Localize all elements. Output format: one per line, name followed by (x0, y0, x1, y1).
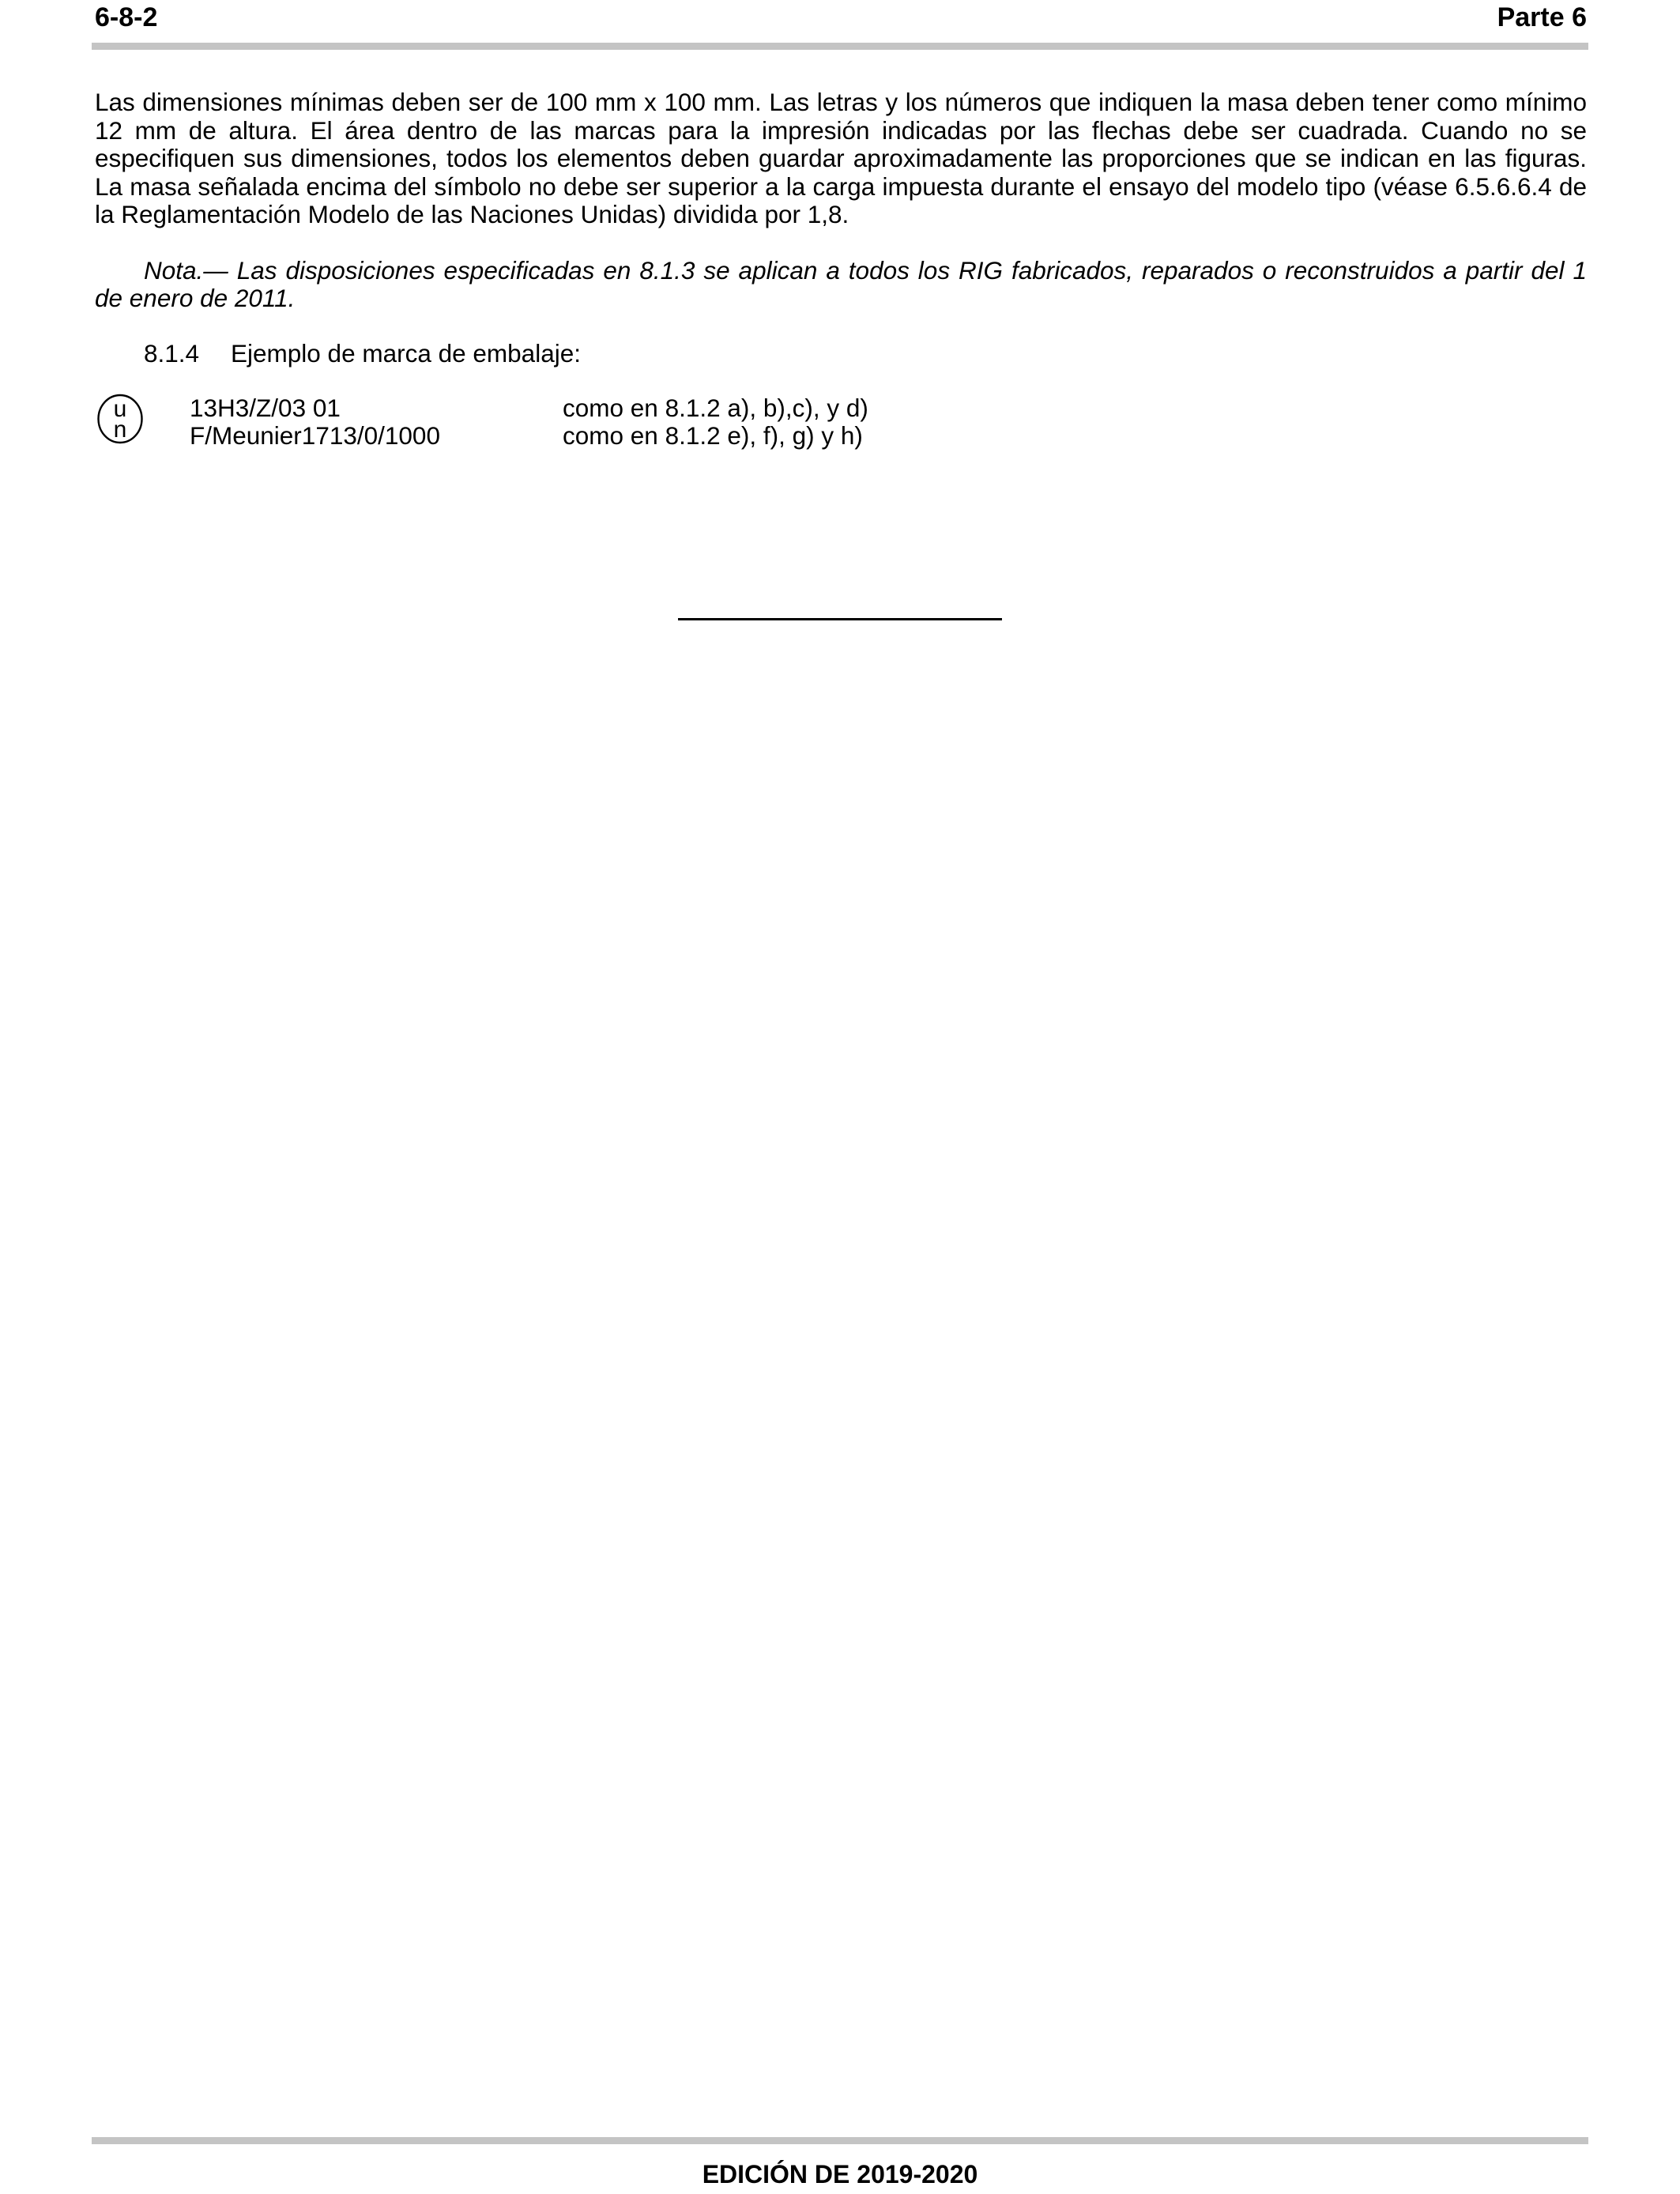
page-header (93, 0, 1588, 49)
page-number: 6-8-2 (95, 2, 158, 32)
mark-code: 13H3/Z/03 01 (190, 394, 341, 422)
edition-footer: EDICIÓN DE 2019-2020 (702, 2160, 978, 2188)
header-divider (92, 43, 1588, 50)
page-content (95, 89, 1587, 454)
section-number: 8.1.4 (144, 338, 200, 368)
example-row (190, 394, 868, 423)
section-heading (144, 340, 1587, 368)
end-of-section-rule (678, 618, 1002, 620)
un-symbol-top-letter: u (113, 396, 127, 422)
note-paragraph: Nota.— Las disposiciones especificadas en 8.1.3 se aplican a todos los RIG fabricados, reparados o reconstruidos a partir del 1 de enero de 2011. (95, 255, 1587, 312)
un-packaging-symbol-icon (96, 394, 144, 444)
mark-description: como en 8.1.2 a), b),c), y d) (563, 394, 868, 422)
section-title: Ejemplo de marca de embalaje: (231, 338, 581, 368)
mark-description: como en 8.1.2 e), f), g) y h) (563, 421, 863, 450)
mark-code: F/Meunier1713/0/1000 (190, 421, 440, 450)
footer-divider (92, 2137, 1588, 2144)
un-symbol-bottom-letter: n (113, 417, 127, 443)
example-row (190, 422, 863, 450)
part-label: Parte 6 (1497, 2, 1587, 32)
body-paragraph: Las dimensiones mínimas deben ser de 100 mm x 100 mm. Las letras y los números que indiquen la masa deben tener como mínimo 12 mm de altura. El área dentro de las marcas para la impresión indicadas por las flechas debe ser cuadrada. Cuando no se especifiquen sus dimensiones, todos los elementos deben guardar aproximadamente las proporciones que se indican en las figuras. La masa señalada encima del símbolo no debe ser superior a la carga impuesta durante el ensayo del modelo tipo (véase 6.5.6.6.4 de la Reglamentación Modelo de las Naciones Unidas) dividida por 1,8. (95, 88, 1587, 228)
packaging-mark-example (95, 394, 1587, 454)
